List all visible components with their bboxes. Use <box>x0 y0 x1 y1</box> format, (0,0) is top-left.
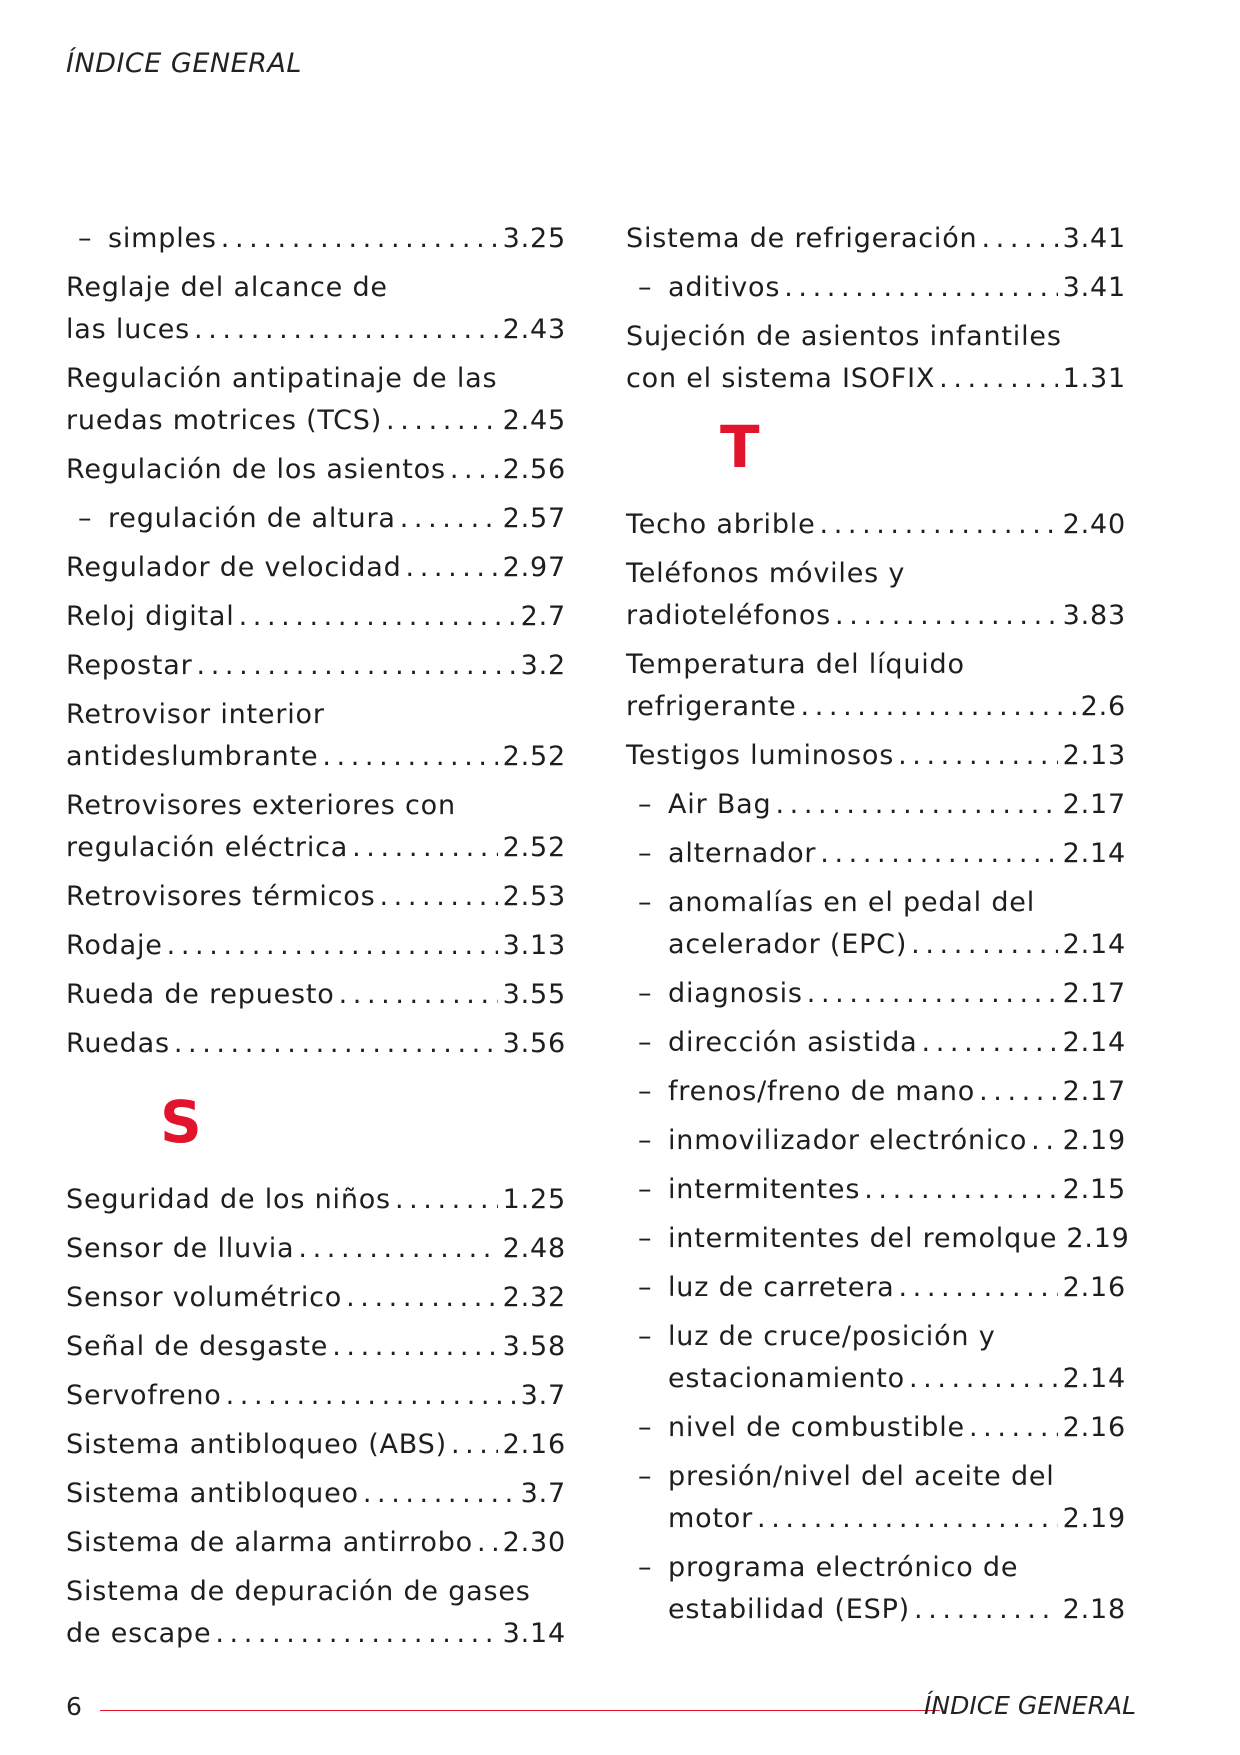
entry-page-ref: 2.18 <box>1062 1594 1126 1625</box>
index-entry <box>66 267 566 351</box>
entry-page-ref: 2.14 <box>1062 1363 1126 1394</box>
entry-label: Sistema antibloqueo <box>66 1478 359 1509</box>
entry-label: estacionamiento <box>668 1363 905 1394</box>
entry-page-ref: 3.7 <box>520 1478 566 1509</box>
entry-label: Temperatura del líquido <box>626 649 965 680</box>
entry-page-ref: 2.32 <box>502 1282 566 1313</box>
dot-leader <box>386 400 498 442</box>
entry-label: refrigerante <box>626 691 797 722</box>
dot-leader <box>451 1424 498 1466</box>
index-subentry <box>626 1267 1126 1309</box>
dot-leader <box>1031 1120 1058 1162</box>
entry-page-ref: 3.14 <box>502 1618 566 1649</box>
entry-label: Rodaje <box>66 930 163 961</box>
entry-page-ref: 3.41 <box>1062 223 1126 254</box>
index-entry <box>66 1522 566 1564</box>
dot-leader <box>352 827 498 869</box>
index-subentry <box>626 1022 1126 1064</box>
dot-leader <box>400 498 498 540</box>
dot-leader <box>346 1277 498 1319</box>
index-column-left <box>66 218 566 1662</box>
index-entry <box>66 1277 566 1319</box>
index-entry <box>66 358 566 442</box>
dot-leader <box>757 1498 1058 1540</box>
entry-page-ref: 2.19 <box>1066 1223 1130 1254</box>
entry-label: – presión/nivel del aceite del <box>668 1461 1055 1492</box>
dot-leader <box>221 218 498 260</box>
dot-leader <box>363 1473 516 1515</box>
entry-label: Sistema de refrigeración <box>626 223 978 254</box>
entry-page-ref: 2.17 <box>1062 978 1126 1009</box>
index-entry <box>66 925 566 967</box>
entry-page-ref: 2.7 <box>520 601 566 632</box>
index-subentry <box>626 1547 1126 1631</box>
index-entry <box>66 876 566 918</box>
entry-label: regulación eléctrica <box>66 832 349 863</box>
dot-leader <box>898 1267 1057 1309</box>
dot-leader <box>339 974 498 1016</box>
dot-leader <box>820 504 1058 546</box>
footer-divider <box>100 1710 940 1711</box>
index-subentry <box>626 882 1126 966</box>
index-subentry <box>626 267 1126 309</box>
index-entry <box>66 974 566 1016</box>
dot-leader <box>898 735 1058 777</box>
dot-leader <box>807 973 1058 1015</box>
entry-label: Sistema de depuración de gases <box>66 1576 531 1607</box>
entry-label: – dirección asistida <box>668 1027 918 1058</box>
entry-page-ref: 3.55 <box>502 979 566 1010</box>
entry-page-ref: 2.52 <box>502 832 566 863</box>
entry-label: radioteléfonos <box>626 600 832 631</box>
dot-leader <box>835 595 1058 637</box>
entry-page-ref: 2.17 <box>1062 1076 1126 1107</box>
entry-label: – frenos/freno de mano <box>668 1076 976 1107</box>
entry-page-ref: 2.14 <box>1062 1027 1126 1058</box>
dot-leader <box>922 1022 1058 1064</box>
entry-label: Techo abrible <box>626 509 816 540</box>
entry-page-ref: 2.57 <box>502 503 566 534</box>
index-entry <box>626 316 1126 400</box>
dot-leader <box>450 449 498 491</box>
entry-label: – anomalías en el pedal del <box>668 887 1035 918</box>
entry-label: Servofreno <box>66 1380 222 1411</box>
entry-label: motor <box>668 1503 754 1534</box>
index-subentry <box>626 833 1126 875</box>
section-letter: S <box>160 1088 202 1156</box>
entry-label: – luz de cruce/posición y <box>668 1321 996 1352</box>
entry-label: – aditivos <box>668 272 781 303</box>
dot-leader <box>239 596 516 638</box>
entry-page-ref: 2.45 <box>502 405 566 436</box>
entry-label: – diagnosis <box>668 978 803 1009</box>
entry-page-ref: 2.14 <box>1062 929 1126 960</box>
entry-page-ref: 1.25 <box>502 1184 566 1215</box>
footer-title: ÍNDICE GENERAL <box>924 1691 1136 1720</box>
entry-page-ref: 2.53 <box>502 881 566 912</box>
entry-page-ref: 2.40 <box>1062 509 1126 540</box>
entry-label: Repostar <box>66 650 193 681</box>
page-header-title: ÍNDICE GENERAL <box>66 48 302 79</box>
entry-label: Teléfonos móviles y <box>626 558 906 589</box>
dot-leader <box>820 833 1057 875</box>
index-entry <box>66 1424 566 1466</box>
entry-page-ref: 3.83 <box>1062 600 1126 631</box>
dot-leader <box>194 309 498 351</box>
section-letter: T <box>720 413 760 481</box>
dot-leader <box>864 1169 1057 1211</box>
entry-label: Regulador de velocidad <box>66 552 402 583</box>
dot-leader <box>332 1326 497 1368</box>
entry-page-ref: 2.16 <box>1062 1412 1126 1443</box>
entry-label: Reloj digital <box>66 601 235 632</box>
entry-label: – luz de carretera <box>668 1272 895 1303</box>
entry-page-ref: 3.58 <box>502 1331 566 1362</box>
entry-label: – alternador <box>668 838 817 869</box>
dot-leader <box>406 547 498 589</box>
entry-label: Sistema de alarma antirrobo <box>66 1527 473 1558</box>
dot-leader <box>215 1613 497 1655</box>
entry-page-ref: 2.17 <box>1062 789 1126 820</box>
entry-page-ref: 3.41 <box>1062 272 1126 303</box>
entry-page-ref: 2.19 <box>1062 1125 1126 1156</box>
index-entry <box>66 449 566 491</box>
dot-leader <box>477 1522 498 1564</box>
index-entry <box>66 596 566 638</box>
index-entry <box>626 218 1126 260</box>
dot-leader <box>911 924 1058 966</box>
dot-leader <box>939 358 1058 400</box>
dot-leader <box>909 1358 1058 1400</box>
entry-label: – intermitentes del remolque <box>668 1223 1058 1254</box>
entry-label: Ruedas <box>66 1028 170 1059</box>
index-subentry <box>66 498 566 540</box>
entry-page-ref: 2.48 <box>502 1233 566 1264</box>
entry-label: ruedas motrices (TCS) <box>66 405 383 436</box>
index-entry <box>66 1375 566 1417</box>
entry-page-ref: 3.2 <box>520 650 566 681</box>
dot-leader <box>775 784 1057 826</box>
dot-leader <box>226 1375 516 1417</box>
entry-page-ref: 2.15 <box>1062 1174 1126 1205</box>
entry-page-ref: 2.16 <box>1062 1272 1126 1303</box>
entry-label: antideslumbrante <box>66 741 319 772</box>
entry-label: – nivel de combustible <box>668 1412 965 1443</box>
entry-label: Regulación antipatinaje de las <box>66 363 498 394</box>
entry-label: Testigos luminosos <box>626 740 895 771</box>
index-entry <box>66 785 566 869</box>
entry-page-ref: 3.7 <box>520 1380 566 1411</box>
dot-leader <box>801 686 1076 728</box>
dot-leader <box>298 1228 497 1270</box>
entry-label: Rueda de repuesto <box>66 979 335 1010</box>
dot-leader <box>322 736 497 778</box>
index-column-right <box>626 218 1130 1638</box>
entry-page-ref: 1.31 <box>1062 363 1126 394</box>
entry-label: Sensor volumétrico <box>66 1282 343 1313</box>
index-subentry <box>626 1071 1126 1113</box>
index-entry <box>66 1228 566 1270</box>
entry-label: Sistema antibloqueo (ABS) <box>66 1429 447 1460</box>
entry-label: Retrovisores térmicos <box>66 881 376 912</box>
index-subentry <box>66 218 566 260</box>
dot-leader <box>969 1407 1058 1449</box>
index-entry <box>66 1179 566 1221</box>
index-entry <box>626 644 1126 728</box>
entry-page-ref: 2.56 <box>502 454 566 485</box>
index-entry <box>66 1473 566 1515</box>
entry-page-ref: 2.14 <box>1062 838 1126 869</box>
entry-label: – Air Bag <box>668 789 772 820</box>
entry-label: Sujeción de asientos infantiles <box>626 321 1062 352</box>
dot-leader <box>379 876 497 918</box>
entry-page-ref: 2.13 <box>1062 740 1126 771</box>
entry-page-ref: 3.56 <box>502 1028 566 1059</box>
entry-label: Sensor de lluvia <box>66 1233 295 1264</box>
dot-leader <box>784 267 1057 309</box>
dot-leader <box>395 1179 498 1221</box>
entry-page-ref: 2.30 <box>502 1527 566 1558</box>
entry-label: acelerador (EPC) <box>668 929 908 960</box>
entry-label: Retrovisores exteriores con <box>66 790 456 821</box>
index-subentry <box>626 1169 1126 1211</box>
entry-label: estabilidad (ESP) <box>668 1594 911 1625</box>
dot-leader <box>197 645 516 687</box>
entry-page-ref: 2.52 <box>502 741 566 772</box>
entry-label: – simples <box>108 223 217 254</box>
index-entry <box>66 645 566 687</box>
entry-page-ref: 2.19 <box>1062 1503 1126 1534</box>
dot-leader <box>914 1589 1058 1631</box>
index-entry <box>626 735 1126 777</box>
entry-label: las luces <box>66 314 191 345</box>
entry-label: Señal de desgaste <box>66 1331 329 1362</box>
dot-leader <box>174 1023 498 1065</box>
index-subentry <box>626 784 1126 826</box>
entry-label: de escape <box>66 1618 212 1649</box>
entry-label: Retrovisor interior <box>66 699 325 730</box>
index-subentry <box>626 1456 1126 1540</box>
entry-page-ref: 2.6 <box>1080 691 1126 722</box>
entry-label: Reglaje del alcance de <box>66 272 388 303</box>
index-entry <box>66 547 566 589</box>
index-entry <box>66 694 566 778</box>
entry-page-ref: 2.16 <box>502 1429 566 1460</box>
index-subentry <box>626 1218 1130 1260</box>
entry-page-ref: 2.97 <box>502 552 566 583</box>
entry-label: Regulación de los asientos <box>66 454 446 485</box>
entry-page-ref: 3.13 <box>502 930 566 961</box>
entry-label: – regulación de altura <box>108 503 396 534</box>
footer-page-number: 6 <box>66 1692 82 1721</box>
index-subentry <box>626 973 1126 1015</box>
index-entry <box>626 504 1126 546</box>
index-entry <box>66 1326 566 1368</box>
index-subentry <box>626 1316 1126 1400</box>
dot-leader <box>167 925 498 967</box>
index-entry <box>626 553 1126 637</box>
dot-leader <box>981 218 1057 260</box>
entry-label: – programa electrónico de <box>668 1552 1019 1583</box>
entry-page-ref: 3.25 <box>502 223 566 254</box>
index-subentry <box>626 1407 1126 1449</box>
entry-label: Seguridad de los niños <box>66 1184 391 1215</box>
entry-label: con el sistema ISOFIX <box>626 363 936 394</box>
entry-label: – intermitentes <box>668 1174 861 1205</box>
entry-page-ref: 2.43 <box>502 314 566 345</box>
index-entry <box>66 1023 566 1065</box>
index-entry <box>66 1571 566 1655</box>
dot-leader <box>979 1071 1058 1113</box>
index-subentry <box>626 1120 1126 1162</box>
entry-label: – inmovilizador electrónico <box>668 1125 1028 1156</box>
